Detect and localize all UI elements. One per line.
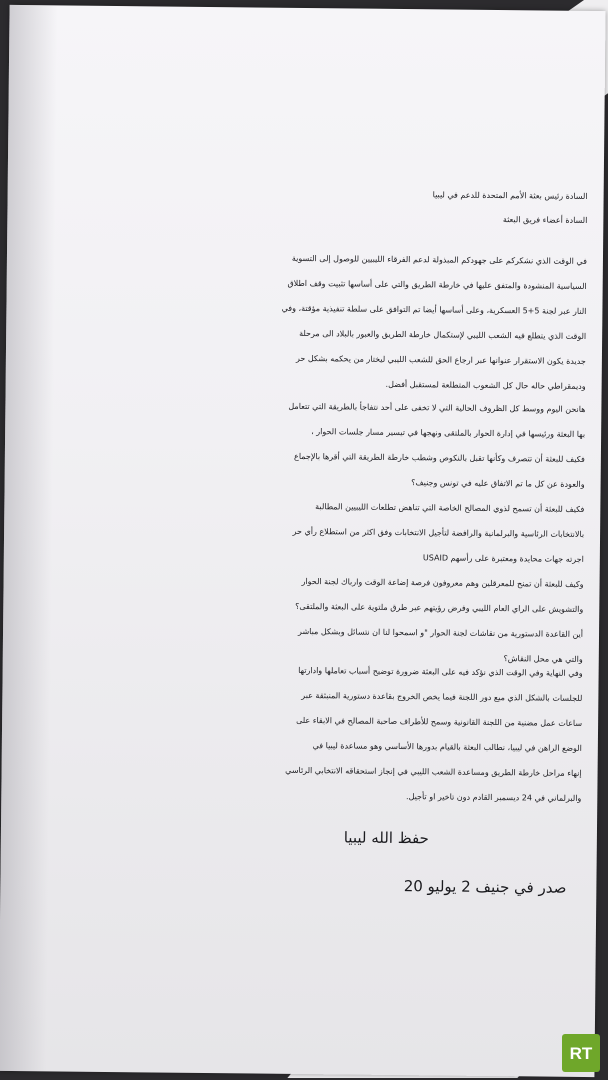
text-line: وكيف للبعثة أن تمنح للمعرقلين وهم معروفون فرصة إضاعة الوقت وارباك لجنة الحوار [301, 576, 584, 589]
text-line: اجرته جهات محايدة ومعتبرة على رأسهم USAID [422, 553, 584, 564]
text-line: الوقت الذي يتطلع فيه الشعب الليبي لإستكمال خارطة الطريق والعبور بالبلاد الى مرحلة [299, 328, 587, 341]
text-line: والتشويش على الراي العام الليبي وفرض رؤيتهم عبر طرق ملتوية على البعثة والملتقى؟ [295, 601, 584, 614]
paragraph-2 [25, 391, 586, 672]
address-line: السادة رئيس بعثة الأمم المتحدة للدعم في ليبيا [432, 190, 588, 201]
text-line: فكيف للبعثة أن تتصرف وكأنها تقبل بالنكوص وشطب خارطة الطريقة التي أقرها بالإجماع [294, 451, 585, 464]
text-line: وديمقراطي حاله حال كل الشعوب المتطلعة لمستقبل أفضل. [385, 379, 586, 391]
address-line: السادة أعضاء فريق البعثة [502, 215, 588, 225]
text-line: هانحن اليوم ووسط كل الظروف الحالية التي لا تخفى على أحد نتفاجأ بالطريقة التي تتعامل [288, 401, 586, 414]
text-line: النار عبر لجنة 5+5 العسكرية، وعلى أساسها أيضا تم التوافق على سلطة تنفيذية مؤقتة، وفي [281, 303, 587, 316]
rt-logo [562, 1034, 600, 1072]
letter-paper [0, 5, 606, 1077]
closing-blessing: حفظ الله ليبيا [343, 828, 429, 848]
text-line: والعودة عن كل ما تم الاتفاق عليه في تونس وجنيف؟ [411, 478, 585, 489]
paragraph-1 [28, 243, 588, 399]
text-line: بالانتخابات الرئاسية والبرلمانية والرافضة لتأجيل الانتخابات وفق اكثر من استطلاع رأي حر [292, 526, 585, 539]
text-line: وفي النهاية وفي الوقت الذي نؤكد فيه على البعثة ضرورة توضيح أسباب تعاملها وادارتها [298, 665, 583, 678]
text-line: إنهاء مراحل خارطة الطريق ومساعدة الشعب الليبي في إنجاز استحقاقه الانتخابي الرئاسي [285, 765, 582, 778]
text-line: أين القاعدة الدستورية من نقاشات لجنة الحوار "و اسمحوا لنا ان نتسائل وبشكل مباشر [298, 626, 584, 639]
rt-logo-mark [566, 1043, 596, 1063]
text-line: فكيف للبعثة أن تسمح لذوي المصالح الخاصة التي تناهض تطلعات الليبيين المطالبة [315, 502, 585, 514]
text-line: الوضع الراهن في ليبيا، نطالب البعثة بالقيام بدورها الأساسي وهو مساعدة ليبيا في [312, 741, 582, 753]
text-line: والبرلماني في 24 ديسمبر القادم دون تاخير او تأجيل. [406, 792, 582, 803]
text-line: في الوقت الذي نشكركم على جهودكم المبذولة لدعم الفرقاء الليبيين للوصول إلى التسوية [291, 253, 587, 266]
letter-address [29, 179, 601, 233]
issue-date-line: صدر في جنيف 2 يوليو 20 [403, 877, 567, 897]
rt-logo-text: RT [569, 1044, 593, 1063]
text-line: والتي هي محل النقاش؟ [503, 654, 583, 664]
text-line: للجلسات بالشكل الذي ميع دور اللجنة فيما يخص الخروج بقاعدة دستورية المنبثقة عبر [301, 691, 583, 703]
text-line: ساعات عمل مضنية من اللجنة القانونية وسمح للأطراف صاحبة المصالح في الابقاء على [296, 715, 583, 728]
text-line: بها البعثة ورئيسها في إدارة الحوار بالملتقى ونهجها في تيسير مسار جلسات الحوار ، [311, 427, 586, 439]
text-line: السياسية المنشودة والمتفق عليها في خارطة الطريق والتي على أساسها تثبيت وقف اطلاق [287, 278, 587, 291]
paragraph-3 [23, 655, 583, 811]
text-line: جديدة يكون الاستقرار عنوانها عبر ارجاع الحق للشعب الليبي ليختار من يحكمه بشكل حر [295, 353, 586, 366]
